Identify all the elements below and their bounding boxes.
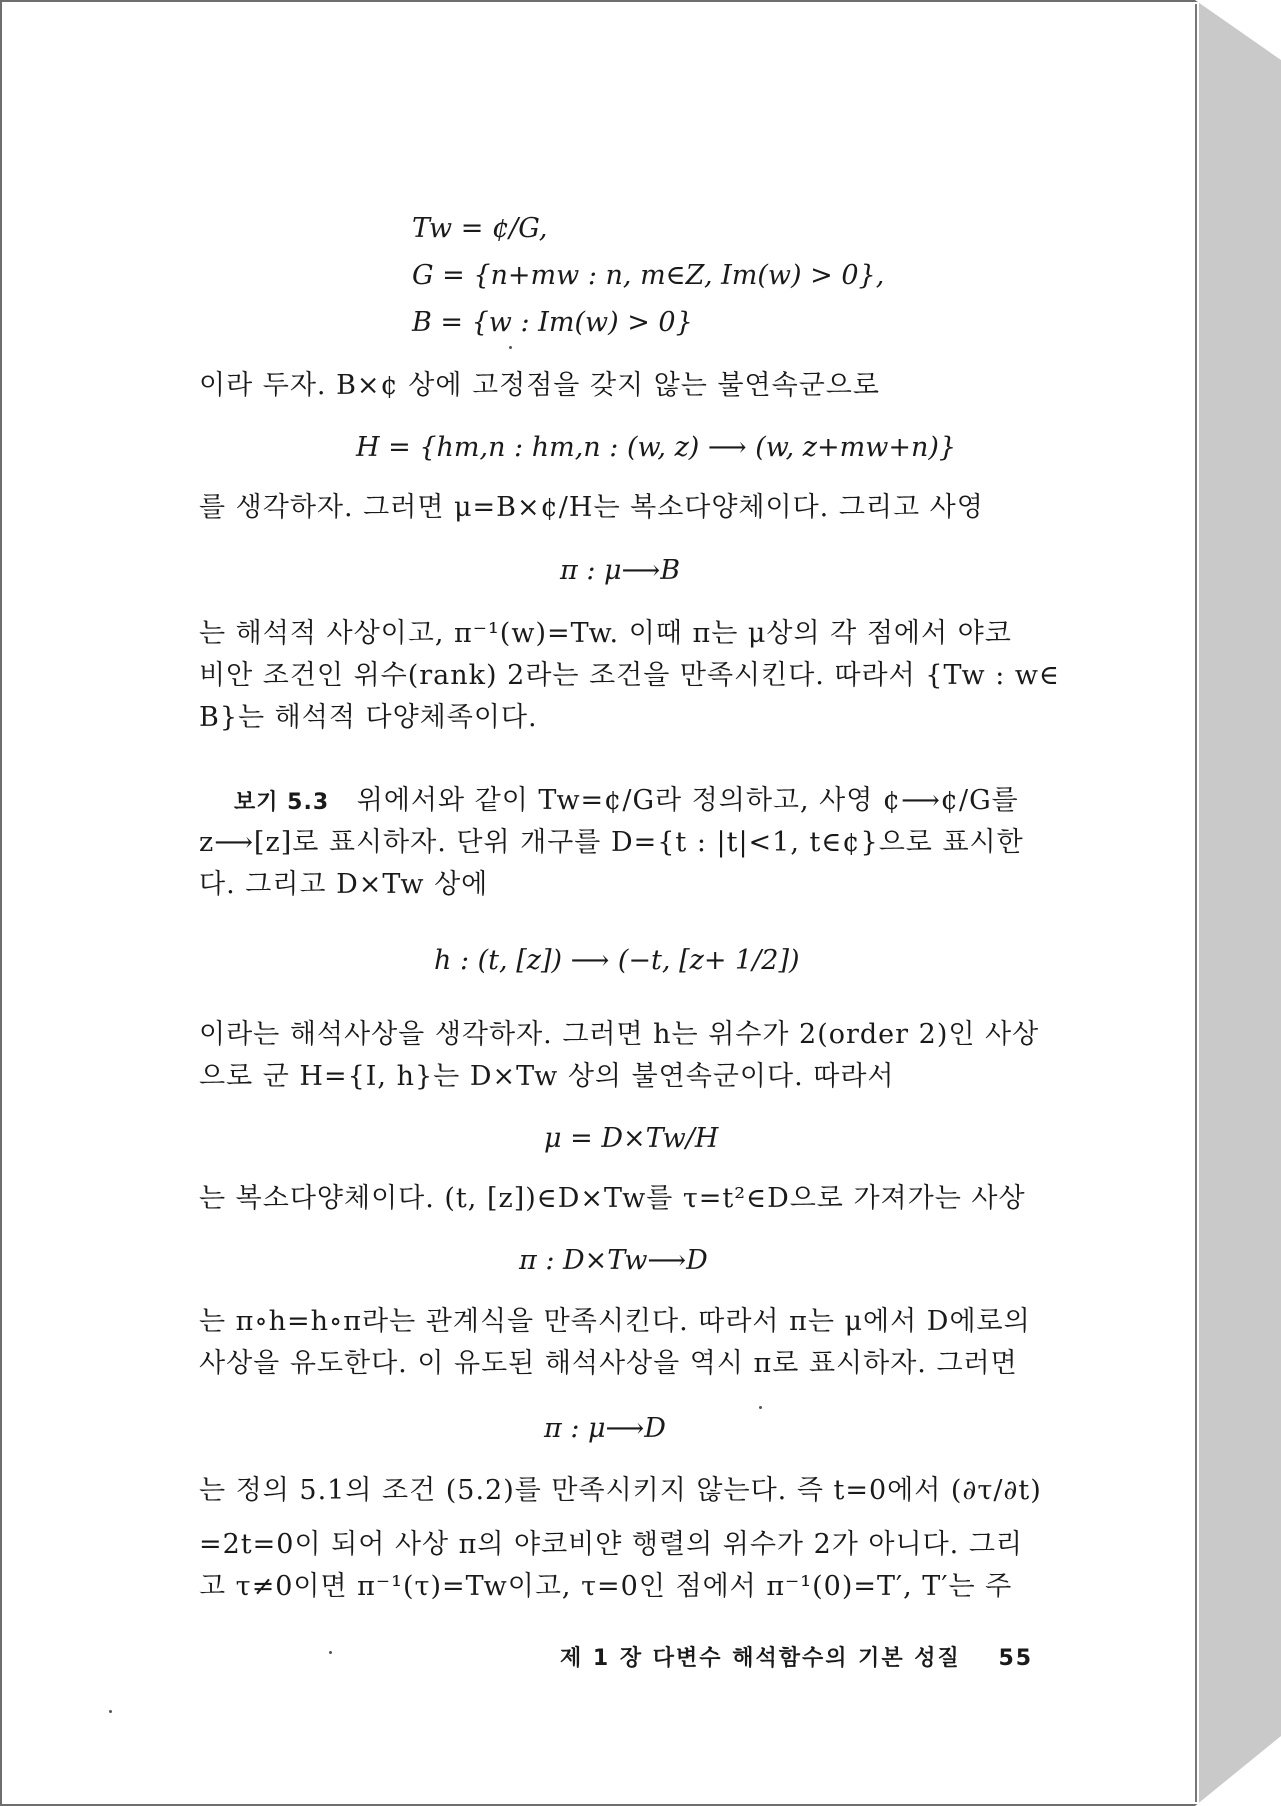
equation-map-h: h : (t, [z]) ⟶ (−t, [z+ 1/2]) <box>434 945 800 976</box>
equation-induced-map: π : μ⟶D <box>544 1413 666 1444</box>
example-label: 보기 5.3 <box>234 790 330 815</box>
paragraph-line: 으로 군 H={I, h}는 D×Tw 상의 불연속군이다. 따라서 <box>199 1061 895 1092</box>
equation-group-h: H = {hm,n : hm,n : (w, z) ⟶ (w, z+mw+n)} <box>356 432 957 463</box>
equation-projection: π : μ⟶B <box>560 555 681 586</box>
paragraph-line: B}는 해석적 다양체족이다. <box>199 702 538 733</box>
chapter-title: 제 1 장 다변수 해석함수의 기본 성질 <box>560 1646 961 1671</box>
equation-torus: Tw = ¢/G, <box>412 213 548 244</box>
print-speck <box>509 346 512 349</box>
paragraph-line: 고 τ≠0이면 π⁻¹(τ)=Tw이고, τ=0인 점에서 π⁻¹(0)=T′, T′는 주 <box>199 1571 1013 1602</box>
example-text: 위에서와 같이 Tw=¢/G라 정의하고, 사영 ¢⟶¢/G를 <box>356 785 1019 816</box>
equation-projection-d: π : D×Tw⟶D <box>519 1245 708 1276</box>
page-number: 55 <box>998 1646 1034 1671</box>
book-spine <box>1199 0 1281 1806</box>
paragraph-line: 를 생각하자. 그러면 μ=B×¢/H는 복소다양체이다. 그리고 사영 <box>199 492 984 523</box>
print-speck <box>109 1710 112 1713</box>
paragraph-line: 이라는 해석사상을 생각하자. 그러면 h는 위수가 2(order 2)인 사상 <box>199 1019 1040 1050</box>
paragraph-line: 비안 조건인 위수(rank) 2라는 조건을 만족시킨다. 따라서 {Tw : w∈ <box>199 660 1060 691</box>
book-page <box>4 4 1197 1802</box>
paragraph-line: 는 복소다양체이다. (t, [z])∈D×Tw를 τ=t²∈D으로 가져가는 사상 <box>199 1183 1026 1214</box>
equation-set-b: B = {w : Im(w) > 0} <box>412 307 693 338</box>
print-speck <box>759 1406 762 1409</box>
paragraph-line: 는 π∘h=h∘π라는 관계식을 만족시킨다. 따라서 π는 μ에서 D에로의 <box>199 1306 1031 1337</box>
print-speck <box>329 1651 332 1654</box>
paragraph-line: 이라 두자. B×¢ 상에 고정점을 갖지 않는 불연속군으로 <box>199 370 880 401</box>
paragraph-line: 다. 그리고 D×Tw 상에 <box>199 869 489 900</box>
paragraph-line: =2t=0이 되어 사상 π의 야코비얀 행렬의 위수가 2가 아니다. 그리 <box>199 1529 1024 1560</box>
equation-group-g: G = {n+mw : n, m∈Z, Im(w) > 0}, <box>412 260 885 291</box>
paragraph-line: 는 정의 5.1의 조건 (5.2)를 만족시키지 않는다. 즉 t=0에서 (∂τ/∂t) <box>199 1475 1042 1506</box>
paragraph-line: 는 해석적 사상이고, π⁻¹(w)=Tw. 이때 π는 μ상의 각 점에서 야코 <box>199 618 1012 649</box>
example-heading-line <box>234 784 1019 820</box>
paragraph-line: z⟶[z]로 표시하자. 단위 개구를 D={t : |t|<1, t∈¢}으로 표시한 <box>199 827 1024 858</box>
equation-quotient: μ = D×Tw/H <box>544 1123 719 1154</box>
paragraph-line: 사상을 유도한다. 이 유도된 해석사상을 역시 π로 표시하자. 그러면 <box>199 1348 1018 1379</box>
running-footer <box>560 1641 1033 1672</box>
